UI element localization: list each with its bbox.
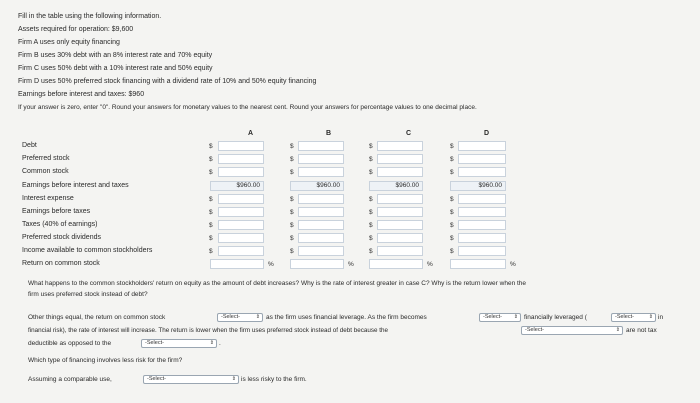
currency-sign: $ (369, 235, 373, 242)
nondeductible-item-select[interactable] (521, 326, 623, 335)
answer-text: are not tax (626, 327, 657, 334)
return-input-c[interactable] (369, 259, 423, 269)
currency-sign: $ (450, 235, 454, 242)
table-input-a[interactable] (218, 246, 264, 256)
table-input-a[interactable] (218, 233, 264, 243)
row-label-ebt: Earnings before taxes (22, 208, 91, 215)
table-input-a[interactable] (218, 154, 264, 164)
percent-sign: % (510, 261, 516, 268)
return-input-d[interactable] (450, 259, 506, 269)
row-label-preferred-dividends: Preferred stock dividends (22, 234, 101, 241)
table-input-b[interactable] (298, 220, 344, 230)
select-label: -Select- (483, 314, 502, 320)
question-text: Which type of financing involves less risk for the firm? (28, 357, 183, 364)
row-label-income-common: Income available to common stockholders (22, 247, 153, 254)
leverage-level-select[interactable] (479, 313, 521, 322)
percent-sign: % (268, 261, 274, 268)
currency-sign: $ (209, 235, 213, 242)
currency-sign: $ (369, 143, 373, 150)
table-input-b[interactable] (298, 141, 344, 151)
table-input-a[interactable] (218, 220, 264, 230)
table-input-b[interactable] (298, 233, 344, 243)
table-input-a[interactable] (218, 167, 264, 177)
risk-change-select[interactable] (611, 313, 656, 322)
table-input-d[interactable] (458, 233, 506, 243)
currency-sign: $ (450, 156, 454, 163)
currency-sign: $ (369, 196, 373, 203)
table-input-a[interactable] (218, 141, 264, 151)
table-input-d[interactable] (458, 154, 506, 164)
chevron-updown-icon: ⇕ (255, 314, 260, 320)
row-label-interest-expense: Interest expense (22, 195, 74, 202)
chevron-updown-icon: ⇕ (209, 340, 214, 346)
instruction-line: Earnings before interest and taxes: $960 (18, 91, 145, 98)
currency-sign: $ (290, 209, 294, 216)
table-input-d[interactable] (458, 220, 506, 230)
currency-sign: $ (290, 156, 294, 163)
currency-sign: $ (369, 248, 373, 255)
currency-sign: $ (209, 143, 213, 150)
row-label-preferred-stock: Preferred stock (22, 155, 70, 162)
ebit-value-c: $960.00 (369, 181, 423, 191)
table-input-d[interactable] (458, 167, 506, 177)
deductible-item-select[interactable] (141, 339, 217, 348)
table-input-d[interactable] (458, 141, 506, 151)
row-label-debt: Debt (22, 142, 37, 149)
instruction-line: Firm A uses only equity financing (18, 39, 120, 46)
instruction-line: Assets required for operation: $9,600 (18, 26, 134, 33)
currency-sign: $ (450, 222, 454, 229)
row-label-return-common: Return on common stock (22, 260, 100, 267)
question-text: What happens to the common stockholders' return on equity as the amount of debt increases? Why is the rate of interest greater in case C? Why is the return lower when the (28, 280, 527, 287)
chevron-updown-icon: ⇕ (231, 376, 236, 382)
currency-sign: $ (290, 222, 294, 229)
answer-text: in (658, 314, 664, 321)
instruction-line: Firm B uses 30% debt with an 8% interest rate and 70% equity (18, 52, 213, 59)
select-label: -Select- (615, 314, 634, 320)
instruction-line: Firm D uses 50% preferred stock financing with a dividend rate of 10% and 50% equity financing (18, 78, 317, 85)
table-input-c[interactable] (377, 207, 423, 217)
return-input-b[interactable] (290, 259, 344, 269)
currency-sign: $ (290, 169, 294, 176)
currency-sign: $ (450, 169, 454, 176)
question-text: firm uses preferred stock instead of debt? (28, 291, 148, 298)
currency-sign: $ (450, 196, 454, 203)
row-label-common-stock: Common stock (22, 168, 69, 175)
table-input-b[interactable] (298, 194, 344, 204)
table-input-c[interactable] (377, 194, 423, 204)
table-input-c[interactable] (377, 246, 423, 256)
row-label-ebit: Earnings before interest and taxes (22, 182, 129, 189)
table-input-c[interactable] (377, 141, 423, 151)
table-input-c[interactable] (377, 154, 423, 164)
currency-sign: $ (450, 209, 454, 216)
percent-sign: % (427, 261, 433, 268)
currency-sign: $ (209, 156, 213, 163)
table-input-c[interactable] (377, 167, 423, 177)
chevron-updown-icon: ⇕ (615, 327, 620, 333)
table-input-d[interactable] (458, 194, 506, 204)
currency-sign: $ (369, 209, 373, 216)
answer-text: Assuming a comparable use, (28, 376, 112, 383)
currency-sign: $ (369, 222, 373, 229)
table-input-b[interactable] (298, 246, 344, 256)
answer-text: as the firm uses financial leverage. As the firm becomes (266, 314, 427, 321)
chevron-updown-icon: ⇕ (513, 314, 518, 320)
currency-sign: $ (290, 235, 294, 242)
table-input-b[interactable] (298, 154, 344, 164)
answer-text: financial risk), the rate of interest will increase. The return is lower when the firm uses preferred stock instead of debt because the (28, 327, 389, 334)
table-input-d[interactable] (458, 246, 506, 256)
answer-text: deductible as opposed to the (28, 340, 112, 347)
instruction-line: Firm C uses 50% debt with a 10% interest rate and 50% equity (18, 65, 213, 72)
currency-sign: $ (209, 169, 213, 176)
table-input-a[interactable] (218, 207, 264, 217)
currency-sign: $ (209, 196, 213, 203)
ebit-value-d: $960.00 (450, 181, 506, 191)
currency-sign: $ (290, 196, 294, 203)
select-label: -Select- (221, 314, 240, 320)
instruction-line: Fill in the table using the following information. (18, 13, 162, 20)
table-input-a[interactable] (218, 194, 264, 204)
currency-sign: $ (209, 248, 213, 255)
table-input-c[interactable] (377, 233, 423, 243)
column-header-b: B (326, 130, 332, 137)
table-input-b[interactable] (298, 207, 344, 217)
currency-sign: $ (450, 248, 454, 255)
table-input-c[interactable] (377, 220, 423, 230)
ebit-value-a: $960.00 (210, 181, 264, 191)
currency-sign: $ (369, 169, 373, 176)
return-input-a[interactable] (210, 259, 264, 269)
select-label: -Select- (145, 340, 164, 346)
select-label: -Select- (147, 376, 166, 382)
currency-sign: $ (290, 248, 294, 255)
answer-text: . (219, 340, 221, 347)
column-header-d: D (484, 130, 490, 137)
currency-sign: $ (450, 143, 454, 150)
table-input-b[interactable] (298, 167, 344, 177)
answer-text: is less risky to the firm. (241, 376, 307, 383)
chevron-updown-icon: ⇕ (648, 314, 653, 320)
ebit-value-b: $960.00 (290, 181, 344, 191)
return-change-select[interactable] (217, 313, 263, 322)
table-input-d[interactable] (458, 207, 506, 217)
select-label: -Select- (525, 327, 544, 333)
instruction-line: If your answer is zero, enter "0". Round your answers for monetary values to the nearest cent. Round your answers for percentage values to one decimal place. (18, 104, 477, 111)
row-label-taxes: Taxes (40% of earnings) (22, 221, 98, 228)
currency-sign: $ (209, 222, 213, 229)
currency-sign: $ (209, 209, 213, 216)
currency-sign: $ (369, 156, 373, 163)
less-risky-financing-select[interactable] (143, 375, 239, 384)
column-header-a: A (248, 130, 254, 137)
answer-text: financially leveraged ( (524, 314, 587, 321)
currency-sign: $ (290, 143, 294, 150)
column-header-c: C (406, 130, 412, 137)
percent-sign: % (348, 261, 354, 268)
answer-text: Other things equal, the return on common stock (28, 314, 166, 321)
